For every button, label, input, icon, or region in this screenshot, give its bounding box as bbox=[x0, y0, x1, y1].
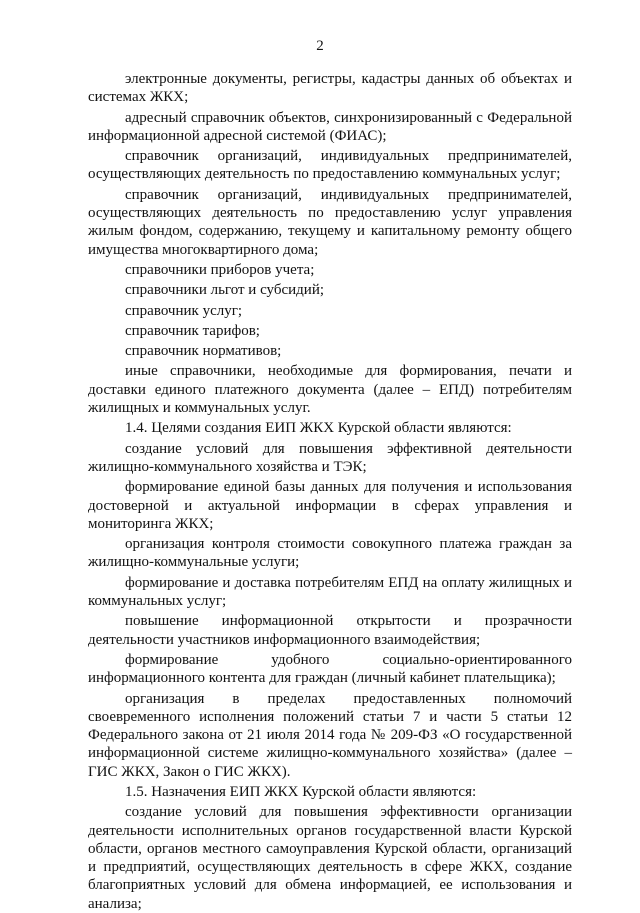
paragraph: иные справочники, необходимые для формирования, печати и доставки единого платежного документа (далее – ЕПД) потребителям жилищных и коммунальных услуг. bbox=[88, 363, 572, 417]
paragraph: справочники льгот и субсидий; bbox=[125, 282, 325, 299]
paragraph: формирование и доставка потребителям ЕПД на оплату жилищных и коммунальных услуг; bbox=[88, 574, 572, 610]
paragraph: справочники приборов учета; bbox=[125, 261, 315, 278]
paragraph: создание условий для повышения эффективной деятельности жилищно-коммунального хозяйства и ТЭК; bbox=[88, 440, 572, 475]
paragraph: адресный справочник объектов, синхронизированный с Федеральной информационной адресной системой (ФИАС); bbox=[88, 109, 572, 144]
paragraph: справочник тарифов; bbox=[125, 322, 260, 339]
paragraph: справочник услуг; bbox=[125, 302, 243, 319]
paragraph: создание условий для повышения эффективности организации деятельности исполнительных органов государственной власти Курской области, органов местного самоуправления Курской области, организаций и предприятий, осуществляющих деятельность в сфере ЖКХ, создание благоприятных условий для обмена информацией, ее использования и анализа; bbox=[88, 804, 572, 912]
paragraph: справочник организаций, индивидуальных предпринимателей, осуществляющих деятельность по предоставлению коммунальных услуг; bbox=[88, 148, 572, 183]
paragraph: справочник нормативов; bbox=[125, 343, 282, 360]
paragraph: повышение информационной открытости и прозрачности деятельности участников информационного взаимодействия; bbox=[88, 613, 572, 648]
paragraph: организация контроля стоимости совокупного платежа граждан за жилищно-коммунальные услуги; bbox=[88, 536, 572, 571]
section-heading-1-4: 1.4. Целями создания ЕИП ЖКХ Курской области являются: bbox=[125, 420, 512, 437]
paragraph: формирование единой базы данных для получения и использования достоверной и актуальной информации в сферах управления и мониторинга ЖКХ; bbox=[88, 479, 572, 532]
paragraph: организация в пределах предоставленных полномочий своевременного исполнения положений статьи 7 и части 5 статьи 12 Федерального закона от 21 июля 2014 года № 209-ФЗ «О государственной информационной системе жилищно-коммунального хозяйства» (далее – ГИС ЖКХ, Закон о ГИС ЖКХ). bbox=[88, 690, 572, 780]
page-number: 2 bbox=[316, 38, 324, 54]
section-heading-1-5: 1.5. Назначения ЕИП ЖКХ Курской области являются: bbox=[125, 783, 477, 800]
paragraph: формирование удобного социально-ориентированного информационного контента для граждан (личный кабинет плательщика); bbox=[88, 651, 572, 687]
document-body bbox=[88, 70, 572, 913]
paragraph: электронные документы, регистры, кадастры данных об объектах и системах ЖКХ; bbox=[88, 71, 572, 106]
paragraph: справочник организаций, индивидуальных предпринимателей, осуществляющих деятельность по предоставлению услуг управления жилым фондом, содержанию, текущему и капитальному ремонту общего имущества многоквартирного дома; bbox=[88, 186, 572, 258]
